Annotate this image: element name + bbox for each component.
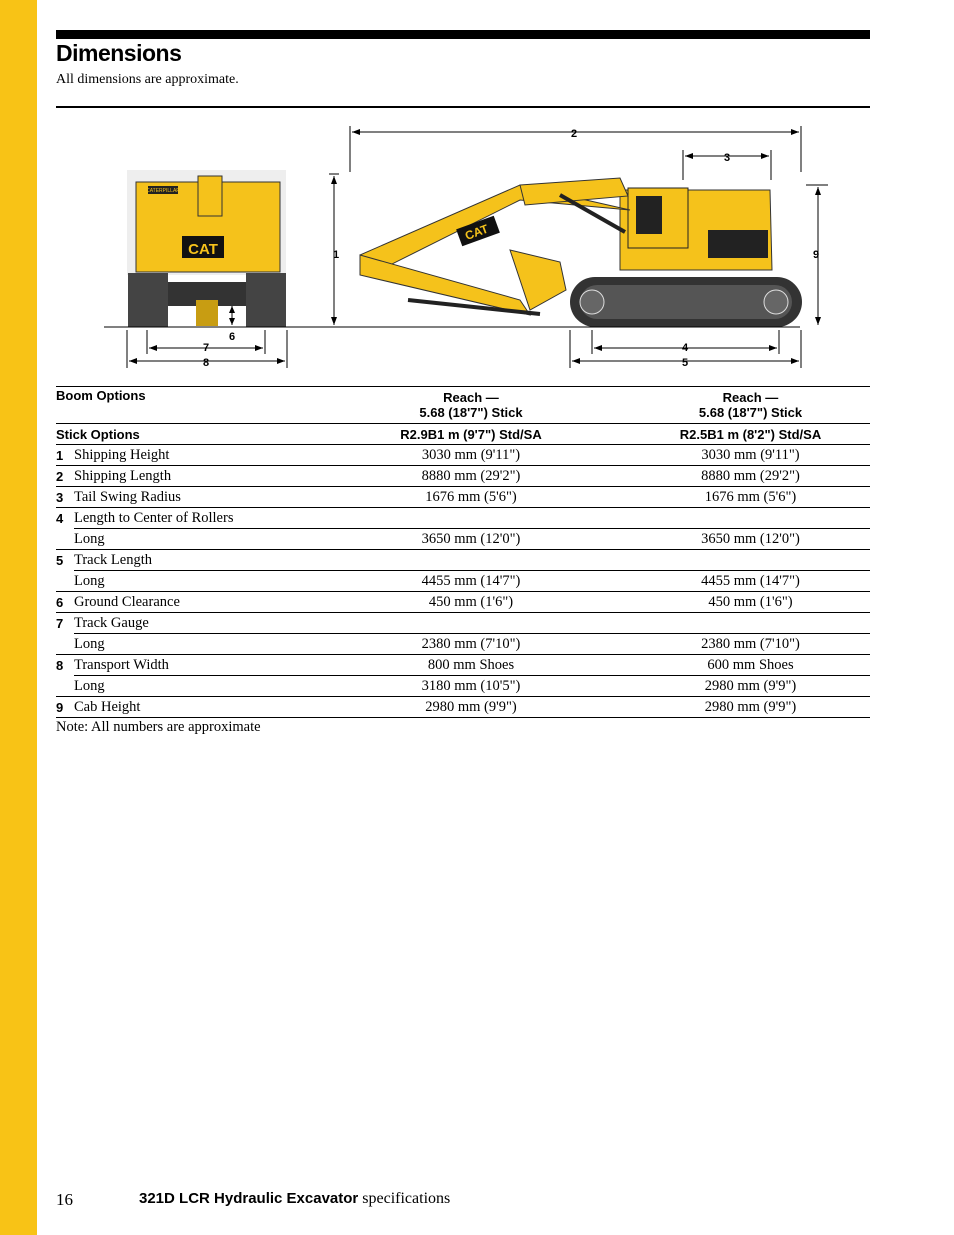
dim-label-7: 7	[202, 342, 210, 354]
table-row	[56, 466, 870, 487]
excavator-side-view	[360, 178, 802, 327]
col2-header-line1: Reach —	[722, 390, 779, 405]
row-number	[56, 676, 74, 697]
row-value-2: 450 mm (1'6")	[631, 592, 870, 613]
row-label: Ground Clearance	[74, 592, 311, 613]
row-label: Track Gauge	[74, 613, 311, 634]
footer-model: 321D LCR Hydraulic Excavator	[139, 1190, 359, 1207]
row-value-2	[631, 550, 870, 571]
col1-header-line2: 5.68 (18'7") Stick	[419, 405, 523, 420]
row-label: Shipping Height	[74, 445, 311, 466]
row-value-1	[311, 613, 631, 634]
col1-header-line1: Reach —	[443, 390, 499, 405]
dim-label-5: 5	[681, 357, 689, 369]
row-value-1: 3030 mm (9'11")	[311, 445, 631, 466]
dim-label-9: 9	[812, 249, 820, 261]
row-value-1: 800 mm Shoes	[311, 655, 631, 676]
col2-header	[631, 387, 870, 424]
row-number	[56, 634, 74, 655]
row-number: 5	[56, 552, 64, 568]
row-number: 1	[56, 445, 74, 466]
row-value-1: 2980 mm (9'9")	[311, 697, 631, 718]
row-value-1: 1676 mm (5'6")	[311, 487, 631, 508]
table-row	[56, 676, 870, 697]
table-header-boom	[56, 387, 870, 424]
row-number	[56, 571, 74, 592]
table-row	[56, 592, 870, 613]
table-note: Note: All numbers are approximate	[56, 719, 261, 735]
row-value-1: 8880 mm (29'2")	[311, 466, 631, 487]
table-row	[56, 613, 870, 634]
col2-header-line2: 5.68 (18'7") Stick	[698, 405, 803, 420]
row-value-1: 2380 mm (7'10")	[311, 634, 631, 655]
row-value-2: 2380 mm (7'10")	[631, 634, 870, 655]
row-value-1: 4455 mm (14'7")	[311, 571, 631, 592]
row-number	[56, 529, 74, 550]
col1-stick: R2.9B1 m (9'7") Std/SA	[311, 424, 631, 445]
page-title: Dimensions	[56, 40, 182, 66]
table-row	[56, 571, 870, 592]
excavator-dimensions-diagram	[56, 112, 870, 377]
row-label: Long	[74, 676, 311, 697]
front-plate-label: CATERPILLAR	[146, 188, 180, 194]
boom-options-label: Boom Options	[56, 387, 311, 424]
page-subtitle: All dimensions are approximate.	[56, 72, 239, 87]
row-value-2: 600 mm Shoes	[631, 655, 870, 676]
dim-label-4: 4	[681, 342, 689, 354]
row-number: 8	[56, 657, 64, 673]
row-value-1: 450 mm (1'6")	[311, 592, 631, 613]
side-accent-bar	[0, 0, 37, 1235]
row-number: 7	[56, 615, 64, 631]
row-value-1: 3650 mm (12'0")	[311, 529, 631, 550]
table-row	[56, 508, 870, 529]
footer-suffix: specifications	[358, 1190, 451, 1207]
dim-label-8: 8	[202, 357, 210, 369]
row-value-2: 1676 mm (5'6")	[631, 487, 870, 508]
row-value-2: 3650 mm (12'0")	[631, 529, 870, 550]
row-value-2	[631, 508, 870, 529]
stick-options-label: Stick Options	[56, 424, 311, 445]
side-cat-logo: CAT	[463, 221, 491, 243]
table-row	[56, 487, 870, 508]
row-value-2: 4455 mm (14'7")	[631, 571, 870, 592]
row-value-1	[311, 508, 631, 529]
col2-stick: R2.5B1 m (8'2") Std/SA	[631, 424, 870, 445]
dim-label-6: 6	[228, 331, 236, 343]
dimensions-table	[56, 386, 870, 718]
table-row	[56, 634, 870, 655]
row-label: Track Length	[74, 550, 311, 571]
row-number: 4	[56, 510, 64, 526]
table-row	[56, 550, 870, 571]
front-cat-logo: CAT	[188, 241, 218, 258]
dim-label-2: 2	[570, 128, 578, 140]
col1-header	[311, 387, 631, 424]
table-row	[56, 445, 870, 466]
dim-label-1: 1	[332, 249, 340, 261]
dim-label-3: 3	[723, 152, 731, 164]
row-value-2: 2980 mm (9'9")	[631, 697, 870, 718]
row-label: Shipping Length	[74, 466, 311, 487]
excavator-front-view	[127, 170, 286, 327]
row-label: Transport Width	[74, 655, 311, 676]
row-value-2	[631, 613, 870, 634]
row-label: Tail Swing Radius	[74, 487, 311, 508]
table-row	[56, 697, 870, 718]
row-number: 2	[56, 466, 74, 487]
row-number: 9	[56, 697, 74, 718]
row-value-1	[311, 550, 631, 571]
row-value-1: 3180 mm (10'5")	[311, 676, 631, 697]
row-value-2: 2980 mm (9'9")	[631, 676, 870, 697]
row-label: Cab Height	[74, 697, 311, 718]
row-number: 3	[56, 487, 74, 508]
table-header-stick	[56, 424, 870, 445]
page-number: 16	[56, 1190, 73, 1209]
top-rule	[56, 30, 870, 39]
row-label: Long	[74, 571, 311, 592]
footer-title	[139, 1190, 450, 1208]
row-label: Long	[74, 634, 311, 655]
section-rule	[56, 106, 870, 108]
row-label: Length to Center of Rollers	[74, 508, 311, 529]
row-number: 6	[56, 592, 74, 613]
table-row	[56, 655, 870, 676]
row-value-2: 8880 mm (29'2")	[631, 466, 870, 487]
row-label: Long	[74, 529, 311, 550]
table-row	[56, 529, 870, 550]
row-value-2: 3030 mm (9'11")	[631, 445, 870, 466]
